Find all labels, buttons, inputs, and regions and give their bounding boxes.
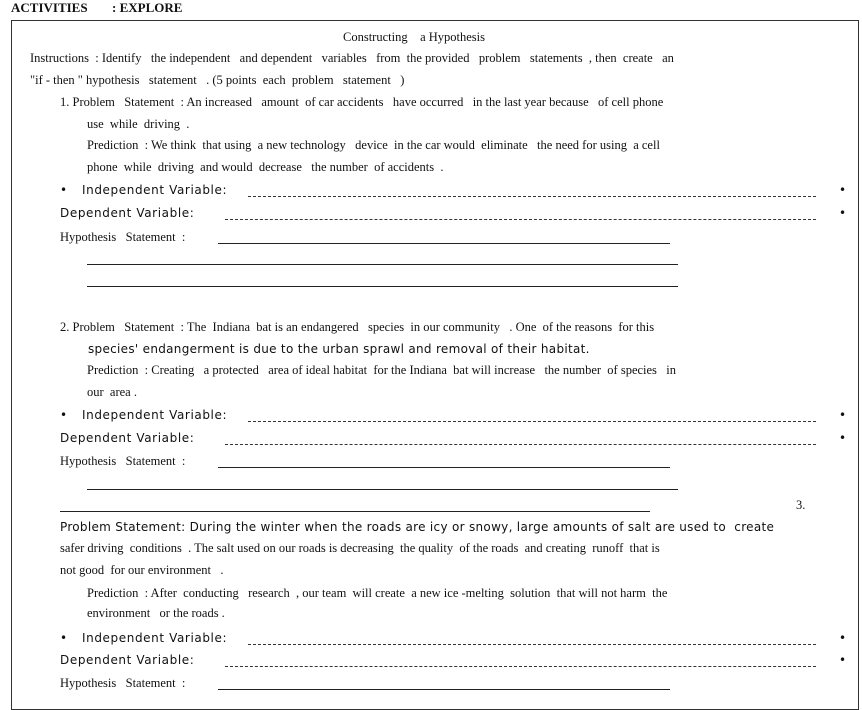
problem-1-dependent-answer-line[interactable] <box>225 219 816 220</box>
problem-2-hypothesis-label: Hypothesis Statement : <box>60 454 186 468</box>
problem-2-independent-label: Independent Variable: <box>82 408 228 422</box>
problem-3-independent-label: Independent Variable: <box>82 631 228 645</box>
problem-3-statement-line-2: safer driving conditions . The salt used on our roads is decreasing the quality of the roads and creating runoff that is <box>60 541 660 555</box>
problem-1-statement-line-2: use while driving . <box>87 117 190 131</box>
instructions-line-2: "if - then " hypothesis statement . (5 points each problem statement ) <box>30 73 405 87</box>
instructions-line-1: Instructions : Identify the independent and dependent variables from the provided problem statements , then create an <box>30 51 674 65</box>
problem-3-independent-answer-line[interactable] <box>248 644 816 645</box>
section-label: : EXPLORE <box>112 0 183 15</box>
problem-2-statement-line-2: species' endangerment is due to the urban sprawl and removal of their habitat. <box>88 342 590 356</box>
problem-1-hypothesis-line-3[interactable] <box>87 286 678 287</box>
bullet-icon: • <box>839 653 847 667</box>
problem-2-hypothesis-line-3[interactable] <box>60 511 650 512</box>
problem-3-statement-line-3: not good for our environment . <box>60 563 224 577</box>
bullet-icon: • <box>839 431 847 445</box>
problem-2-dependent-label: Dependent Variable: <box>60 431 195 445</box>
problem-1-dependent-label: Dependent Variable: <box>60 206 195 220</box>
problem-1-hypothesis-line-2[interactable] <box>87 264 678 265</box>
problem-1-independent-answer-line[interactable] <box>248 196 816 197</box>
problem-1-prediction-line-1: Prediction : We think that using a new technology device in the car would eliminate the need for using a cell <box>87 138 660 152</box>
bullet-icon: • <box>839 206 847 220</box>
problem-2-prediction-line-2: our area . <box>87 385 137 399</box>
problem-3-prediction-line-2: environment or the roads . <box>87 606 225 620</box>
activities-label: ACTIVITIES <box>11 0 88 15</box>
problem-3-statement-line-1: Problem Statement: During the winter when the roads are icy or snowy, large amounts of salt are used to create <box>60 520 775 534</box>
problem-1-hypothesis-label: Hypothesis Statement : <box>60 230 186 244</box>
problem-3-dependent-label: Dependent Variable: <box>60 653 195 667</box>
problem-2-hypothesis-line-1[interactable] <box>218 467 670 468</box>
problem-1-hypothesis-line-1[interactable] <box>218 243 670 244</box>
bullet-icon: • <box>60 631 68 645</box>
problem-3-dependent-answer-line[interactable] <box>225 666 816 667</box>
problem-1-independent-label: Independent Variable: <box>82 183 228 197</box>
problem-1-prediction-line-2: phone while driving and would decrease the number of accidents . <box>87 160 444 174</box>
problem-3-hypothesis-line-1[interactable] <box>218 689 670 690</box>
bullet-icon: • <box>839 183 847 197</box>
problem-2-prediction-line-1: Prediction : Creating a protected area of ideal habitat for the Indiana bat will increase the number of species in <box>87 363 677 377</box>
problem-2-independent-answer-line[interactable] <box>248 421 816 422</box>
problem-2-dependent-answer-line[interactable] <box>225 444 816 445</box>
bullet-icon: • <box>839 408 847 422</box>
bullet-icon: • <box>839 631 847 645</box>
problem-2-statement-line-1: 2. Problem Statement : The Indiana bat is an endangered species in our community . One of the reasons for this <box>60 320 655 334</box>
bullet-icon: • <box>60 183 68 197</box>
problem-3-prediction-line-1: Prediction : After conducting research , our team will create a new ice -melting solution that will not harm the <box>87 586 668 600</box>
bullet-icon: • <box>60 408 68 422</box>
worksheet-title: Constructing a Hypothesis <box>343 30 486 44</box>
problem-1-statement-line-1: 1. Problem Statement : An increased amount of car accidents have occurred in the last year because of cell phone <box>60 95 664 109</box>
problem-3-hypothesis-label: Hypothesis Statement : <box>60 676 186 690</box>
problem-3-number: 3. <box>796 498 806 512</box>
problem-2-hypothesis-line-2[interactable] <box>87 489 678 490</box>
